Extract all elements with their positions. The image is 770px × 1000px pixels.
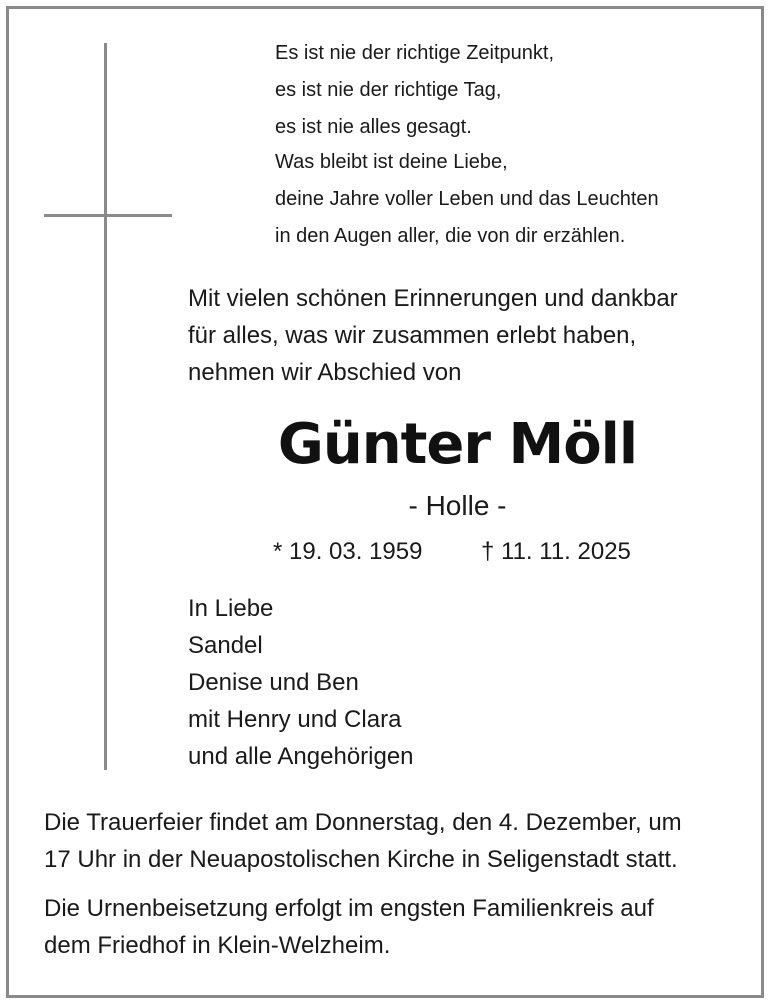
- deceased-nickname: - Holle -: [408, 490, 507, 521]
- poem-line: es ist nie der richtige Tag,: [275, 79, 502, 101]
- mourner-line: mit Henry und Clara: [188, 706, 402, 733]
- poem-line: es ist nie alles gesagt.: [275, 116, 472, 138]
- poem-line: deine Jahre voller Leben und das Leuchten: [275, 188, 659, 210]
- poem-stanza-1: [275, 35, 554, 146]
- mourners-list: [188, 590, 414, 775]
- cross-icon-horizontal-beam: [44, 214, 172, 217]
- poem-stanza-2: [275, 144, 659, 255]
- notice-line: dem Friedhof in Klein-Welzheim.: [44, 932, 391, 959]
- poem-line: Es ist nie der richtige Zeitpunkt,: [275, 42, 555, 64]
- birth-date: * 19. 03. 1959: [273, 538, 423, 565]
- ceremony-notice: [44, 804, 744, 878]
- mourner-line: Denise und Ben: [188, 669, 359, 696]
- cross-icon-vertical-beam: [104, 43, 107, 770]
- burial-notice: [44, 890, 744, 964]
- notice-line: 17 Uhr in der Neuapostolischen Kirche in Seligenstadt statt.: [44, 846, 678, 873]
- death-date: † 11. 11. 2025: [481, 538, 631, 565]
- mourner-line: und alle Angehörigen: [188, 743, 414, 770]
- intro-line: nehmen wir Abschied von: [188, 359, 462, 386]
- deceased-name: Günter Möll: [277, 412, 638, 477]
- notice-line: Die Urnenbeisetzung erfolgt im engsten Familienkreis auf: [44, 895, 654, 922]
- poem-line: in den Augen aller, die von dir erzählen.: [275, 225, 626, 247]
- poem-line: Was bleibt ist deine Liebe,: [275, 151, 508, 173]
- intro-line: Mit vielen schönen Erinnerungen und dankbar: [188, 285, 678, 312]
- notice-line: Die Trauerfeier findet am Donnerstag, den 4. Dezember, um: [44, 809, 682, 836]
- intro-line: für alles, was wir zusammen erlebt haben,: [188, 322, 637, 349]
- intro-text: [188, 280, 678, 391]
- mourner-line: In Liebe: [188, 595, 274, 622]
- mourner-line: Sandel: [188, 632, 263, 659]
